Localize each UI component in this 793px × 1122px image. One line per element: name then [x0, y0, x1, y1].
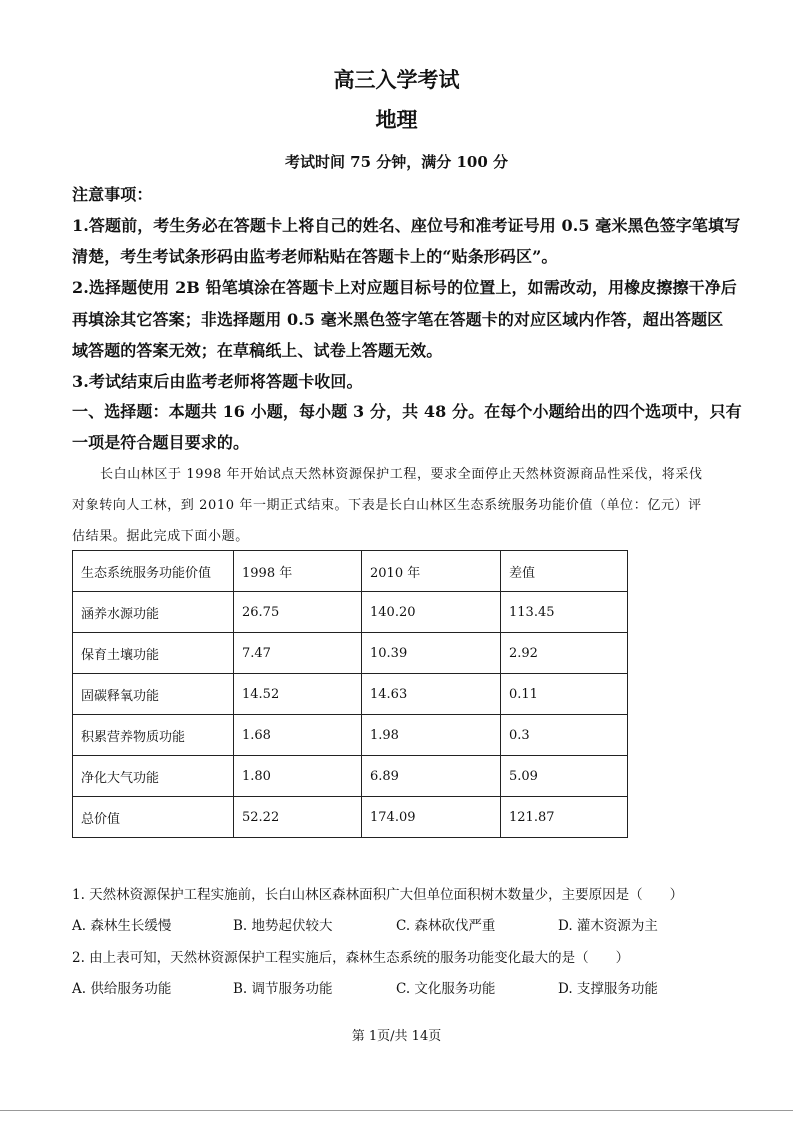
table-row: [73, 756, 628, 797]
table-cell: 10.39: [362, 633, 501, 674]
table-cell: 总价值: [73, 797, 234, 838]
data-table: [72, 550, 628, 838]
table-cell: 1.68: [234, 715, 362, 756]
table-cell: 26.75: [234, 592, 362, 633]
table-cell: 积累营养物质功能: [73, 715, 234, 756]
intro-line: 对象转向人工林，到 2010 年一期正式结束。下表是长白山林区生态系统服务功能价值（单位：亿元）评: [72, 498, 702, 513]
subject-title: 地理: [375, 107, 418, 132]
question-2-option-b: B. 调节服务功能: [233, 981, 333, 997]
exam-info: 考试时间 75 分钟，满分 100 分: [284, 153, 509, 171]
table-cell: 7.47: [234, 633, 362, 674]
table-header-cell: 1998 年: [234, 551, 362, 592]
notes-heading: 注意事项：: [72, 185, 153, 204]
note-line: 域答题的答案无效；在草稿纸上、试卷上答题无效。: [72, 341, 443, 360]
note-line: 2.选择题使用 2B 铅笔填涂在答题卡上对应题目标号的位置上，如需改动，用橡皮擦擦干净后: [72, 278, 737, 297]
question-1-option-d: D. 灌木资源为主: [558, 918, 658, 934]
intro-line: 估结果。据此完成下面小题。: [72, 529, 249, 544]
table-header-cell: 差值: [501, 551, 628, 592]
question-1-option-b: B. 地势起伏较大: [233, 918, 333, 934]
note-line: 清楚，考生考试条形码由监考老师粘贴在答题卡上的“贴条形码区”。: [72, 247, 558, 266]
table-row: [73, 797, 628, 838]
table-cell: 2.92: [501, 633, 628, 674]
table-cell: 0.11: [501, 674, 628, 715]
table-cell: 6.89: [362, 756, 501, 797]
table-cell: 涵养水源功能: [73, 592, 234, 633]
table-cell: 14.63: [362, 674, 501, 715]
table-header-cell: 生态系统服务功能价值: [73, 551, 234, 592]
question-1-option-a: A. 森林生长缓慢: [72, 918, 172, 934]
table-cell: 0.3: [501, 715, 628, 756]
table-row: [73, 592, 628, 633]
question-2-option-a: A. 供给服务功能: [72, 981, 172, 997]
table-cell: 净化大气功能: [73, 756, 234, 797]
question-2-text: 2. 由上表可知，天然林资源保护工程实施后，森林生态系统的服务功能变化最大的是（ ）: [72, 950, 630, 966]
section-heading: 一、选择题：本题共 16 小题，每小题 3 分，共 48 分。在每个小题给出的四个选项中，只有: [72, 402, 742, 421]
intro-line: 长白山林区于 1998 年开始试点天然林资源保护工程，要求全面停止天然林资源商品性采伐，将采伐: [100, 467, 703, 482]
table-cell: 1.80: [234, 756, 362, 797]
table-row: [73, 633, 628, 674]
table-header-cell: 2010 年: [362, 551, 501, 592]
question-1-option-c: C. 森林砍伐严重: [396, 918, 496, 934]
note-line: 3.考试结束后由监考老师将答题卡收回。: [72, 372, 363, 391]
table-cell: 121.87: [501, 797, 628, 838]
table-cell: 1.98: [362, 715, 501, 756]
table-cell: 5.09: [501, 756, 628, 797]
section-heading: 一项是符合题目要求的。: [72, 433, 250, 452]
table-cell: 保育土壤功能: [73, 633, 234, 674]
question-2-option-d: D. 支撑服务功能: [558, 981, 658, 997]
table-cell: 固碳释氧功能: [73, 674, 234, 715]
question-1-text: 1. 天然林资源保护工程实施前，长白山林区森林面积广大但单位面积树木数量少，主要原因是（ ）: [72, 887, 684, 903]
table-row: [73, 674, 628, 715]
note-line: 再填涂其它答案；非选择题用 0.5 毫米黑色签字笔在答题卡的对应区域内作答，超出答题区: [72, 310, 724, 329]
table-cell: 52.22: [234, 797, 362, 838]
table-cell: 140.20: [362, 592, 501, 633]
table-cell: 113.45: [501, 592, 628, 633]
bottom-divider: [0, 1110, 793, 1111]
table-cell: 174.09: [362, 797, 501, 838]
question-2-option-c: C. 文化服务功能: [396, 981, 496, 997]
table-header-row: [73, 551, 628, 592]
exam-title: 高三入学考试: [333, 67, 460, 92]
table-cell: 14.52: [234, 674, 362, 715]
table-row: [73, 715, 628, 756]
page-number: 第 1页/共 14页: [351, 1029, 442, 1044]
note-line: 1.答题前，考生务必在答题卡上将自己的姓名、座位号和准考证号用 0.5 毫米黑色签字笔填写: [72, 216, 741, 235]
